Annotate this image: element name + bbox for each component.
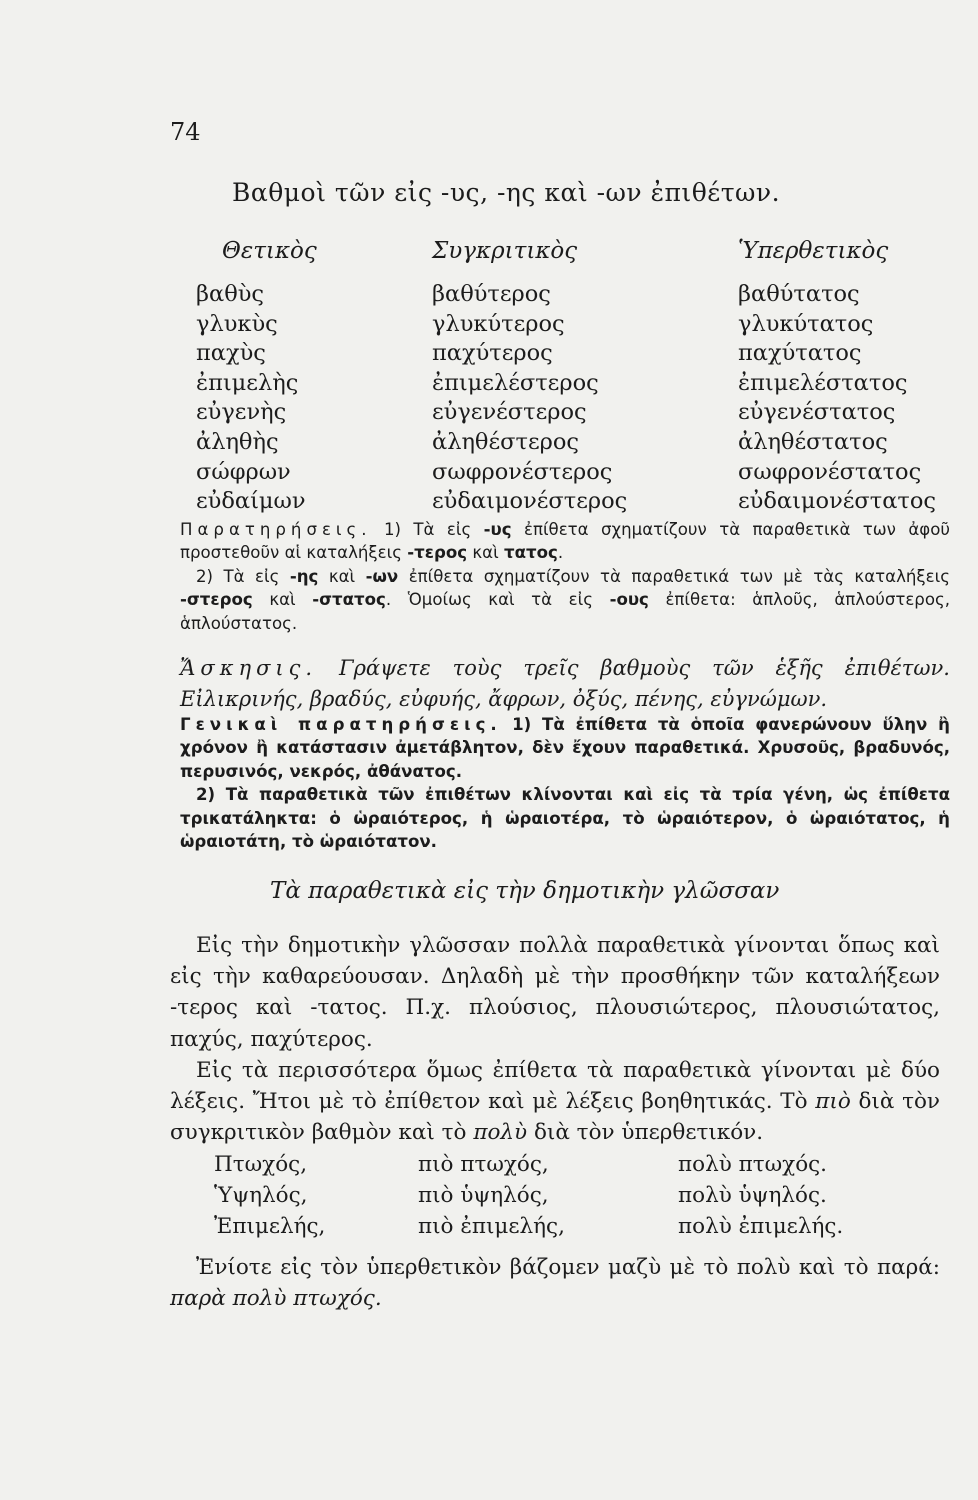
superlative-word: παχύτατος <box>738 340 862 367</box>
general-remarks-block <box>180 713 950 853</box>
subsection-title: Τὰ παραθετικὰ εἰς τὴν δημοτικὴν γλῶσσαν <box>270 878 780 904</box>
example-superlative: πολὺ ἐπιμελής. <box>678 1214 844 1239</box>
column-comparative <box>432 280 627 517</box>
example-superlative: πολὺ πτωχός. <box>678 1152 828 1177</box>
general-remark-1: Γενικαὶ παρατηρήσεις. 1) Τὰ ἐπίθετα τὰ ὁποῖα φανερώνουν ὕλην ἢ χρόνον ἢ κατάστασιν ἀμετάβλητον, δὲν ἔχουν παραθετικά. Χρυσοῦς, βραδυνός, περυσινός, νεκρός, ἀθάνατος. <box>180 715 950 781</box>
example-word: Ἐπιμελής, <box>214 1214 326 1239</box>
comparative-word: ἀληθέστερος <box>432 428 579 455</box>
positive-word: εὐδαίμων <box>196 488 306 515</box>
positive-word: παχὺς <box>196 340 266 367</box>
comparative-word: παχύτερος <box>432 340 553 367</box>
header-positive: Θετικὸς <box>222 238 317 264</box>
positive-word: βαθὺς <box>196 281 265 307</box>
positive-word: εὐγενὴς <box>196 399 287 426</box>
superlative-word: εὐδαιμονέστατος <box>738 488 936 515</box>
comparative-word: εὐγενέστερος <box>432 399 587 426</box>
general-remark-2: 2) Τὰ παραθετικὰ τῶν ἐπιθέτων κλίνονται καὶ εἰς τὰ τρία γένη, ὡς ἐπίθετα τρικατάληκτα: ὁ ὡραιότερος, ἡ ὡραιοτέρα, τὸ ὡραιότερον, ὁ ὡραιότατος, ἡ ὡραιοτάτη, τὸ ὡραιότατον. <box>180 785 950 852</box>
remark-1: Παρατηρήσεις. 1) Τὰ εἰς -υς ἐπίθετα σχηματίζουν τὰ παραθετικὰ των ἀφοῦ προστεθοῦν αἱ καταλήξεις -τερος καὶ τατος. <box>180 520 950 563</box>
superlative-word: ἐπιμελέστατος <box>738 369 908 396</box>
example-comparative: πιὸ πτωχός, <box>418 1152 549 1177</box>
superlative-word: σωφρονέστατος <box>738 458 922 485</box>
superlative-word: ἀληθέστατος <box>738 428 888 455</box>
closing-paragraph: Ἐνίοτε εἰς τὸν ὑπερθετικὸν βάζομεν μαζὺ μὲ τὸ πολὺ καὶ τὸ παρά: παρὰ πολὺ πτωχός. <box>170 1255 940 1312</box>
exercise-text: Ἄσκησις. Γράψετε τοὺς τρεῖς βαθμοὺς τῶν ἑξῆς ἐπιθέτων. Εἰλικρινής, βραδύς, εὐφυής, ἄφρων, ὀξύς, πένης, εὐγνώμων. <box>180 656 950 711</box>
exercise-block <box>180 653 950 715</box>
example-comparative: πιὸ ὑψηλός, <box>418 1183 549 1208</box>
remarks-block <box>180 518 950 635</box>
general-remarks-label: Γενικαὶ παρατηρήσεις. <box>180 715 502 734</box>
comparative-word: ἐπιμελέστερος <box>432 369 599 396</box>
comparative-word: σωφρονέστερος <box>432 458 613 485</box>
column-positive <box>196 280 306 517</box>
page-number: 74 <box>170 118 201 146</box>
section-heading: Βαθμοὶ τῶν εἰς -υς, -ης καὶ -ων ἐπιθέτων. <box>232 178 781 207</box>
example-word: Πτωχός, <box>214 1152 308 1177</box>
example-superlative: πολὺ ὑψηλός. <box>678 1183 827 1208</box>
body-text <box>170 930 940 1148</box>
paragraph-1: Εἰς τὴν δημοτικὴν γλῶσσαν πολλὰ παραθετικὰ γίνονται ὅπως καὶ εἰς τὴν καθαρεύουσαν. Δηλαδὴ μὲ τὴν προσθήκην τῶν καταλήξεων -τερος καὶ -τατος. Π.χ. πλούσιος, πλουσιώτερος, πλουσιώτατος, παχύς, παχύτερος. <box>170 933 940 1052</box>
comparative-word: εὐδαιμονέστερος <box>432 488 628 515</box>
remark-2: 2) Τὰ εἰς -ης καὶ -ων ἐπίθετα σχηματίζουν τὰ παραθετικά των μὲ τὰς καταλήξεις -στερος καὶ -στατος. Ὁμοίως καὶ τὰ εἰς -ους ἐπίθετα: ἁπλοῦς, ἁπλούστερος, ἁπλούστατος. <box>180 566 950 633</box>
superlative-word: βαθύτατος <box>738 281 860 307</box>
header-superlative: Ὑπερθετικὸς <box>738 238 889 264</box>
remarks-label: Παρατηρήσεις. <box>180 520 372 539</box>
header-comparative: Συγκριτικὸς <box>432 238 578 264</box>
superlative-word: γλυκύτατος <box>738 310 874 337</box>
positive-word: γλυκὺς <box>196 310 278 337</box>
comparative-word: βαθύτερος <box>432 281 551 307</box>
positive-word: ἀληθὴς <box>196 428 279 455</box>
closing-text <box>170 1252 940 1314</box>
positive-word: σώφρων <box>196 458 291 485</box>
positive-word: ἐπιμελὴς <box>196 369 299 396</box>
comparative-word: γλυκύτερος <box>432 310 565 337</box>
superlative-word: εὐγενέστατος <box>738 399 896 426</box>
example-word: Ὑψηλός, <box>214 1183 308 1208</box>
example-comparative: πιὸ ἐπιμελής, <box>418 1214 565 1239</box>
exercise-label: Ἄσκησις. <box>180 656 318 680</box>
column-superlative <box>738 280 936 517</box>
paragraph-2: Εἰς τὰ περισσότερα ὅμως ἐπίθετα τὰ παραθετικὰ γίνονται μὲ δύο λέξεις. Ἤτοι μὲ τὸ ἐπίθετον καὶ μὲ λέξεις βοηθητικάς. Τὸ πιὸ διὰ τὸν συγκριτικὸν βαθμὸν καὶ τὸ πολὺ διὰ τὸν ὑπερθετικόν. <box>170 1057 940 1146</box>
